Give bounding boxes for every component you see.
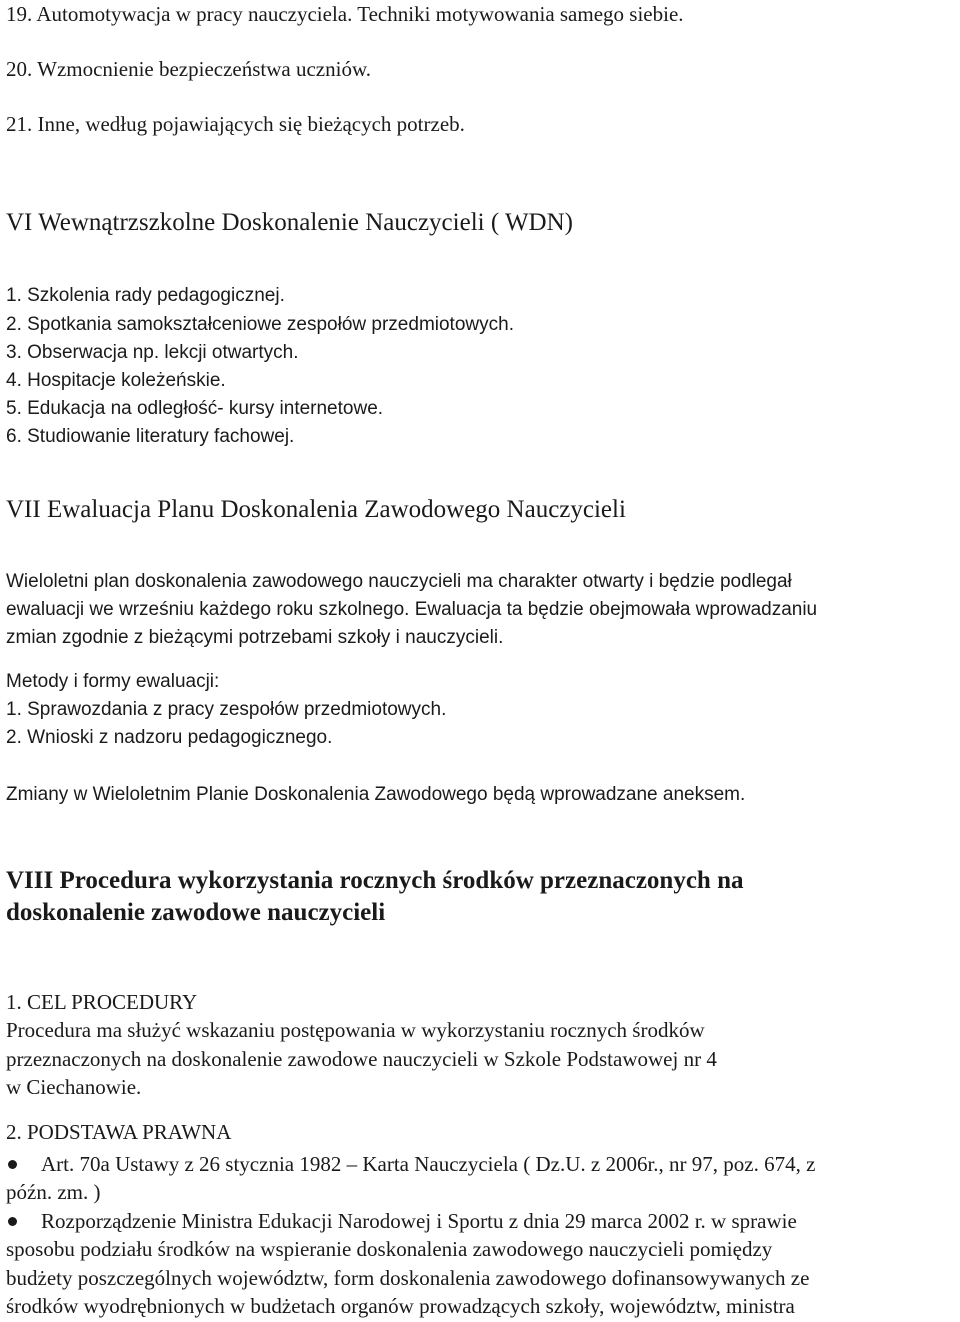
paragraph-line: Wieloletni plan doskonalenia zawodowego nauczycieli ma charakter otwarty i będzie podlegał bbox=[6, 571, 792, 592]
legal-basis-label: 2. PODSTAWA PRAWNA bbox=[6, 1120, 232, 1144]
wdn-item-2: 2. Spotkania samokształceniowe zespołów przedmiotowych. bbox=[6, 314, 514, 335]
legal-item-1-line: Art. 70a Ustawy z 26 stycznia 1982 – Karta Nauczyciela ( Dz.U. z 2006r., nr 97, poz. 674, z bbox=[41, 1152, 816, 1176]
wdn-item-4: 4. Hospitacje koleżeńskie. bbox=[6, 370, 226, 391]
legal-item-1-line: późn. zm. ) bbox=[6, 1180, 101, 1204]
bullet-icon bbox=[8, 1160, 17, 1169]
section-vi-heading: VI Wewnątrzszkolne Doskonalenie Nauczycieli ( WDN) bbox=[6, 209, 573, 236]
method-item-1: 1. Sprawozdania z pracy zespołów przedmiotowych. bbox=[6, 699, 447, 720]
section-viii-heading-line: VIII Procedura wykorzystania rocznych środków przeznaczonych na bbox=[6, 867, 744, 894]
section-viii-heading-line: doskonalenie zawodowe nauczycieli bbox=[6, 899, 386, 926]
goal-line: w Ciechanowie. bbox=[6, 1075, 142, 1099]
wdn-item-6: 6. Studiowanie literatury fachowej. bbox=[6, 426, 295, 447]
legal-item-2-line: środków wyodrębnionych w budżetach organów prowadzących szkoły, województw, ministra bbox=[6, 1294, 795, 1318]
goal-line: Procedura ma służyć wskazaniu postępowania w wykorzystaniu rocznych środków bbox=[6, 1018, 705, 1042]
bullet-icon bbox=[8, 1217, 17, 1226]
paragraph-line: ewaluacji we wrześniu każdego roku szkolnego. Ewaluacja ta będzie obejmowała wprowadzaniu bbox=[6, 599, 818, 620]
methods-label: Metody i formy ewaluacji: bbox=[6, 671, 220, 692]
legal-item-2-line: Rozporządzenie Ministra Edukacji Narodowej i Sportu z dnia 29 marca 2002 r. w sprawie bbox=[41, 1209, 797, 1233]
paragraph-line: zmian zgodnie z bieżącymi potrzebami szkoły i nauczycieli. bbox=[6, 627, 504, 648]
legal-item-2-line: sposobu podziału środków na wspieranie doskonalenia zawodowego nauczycieli pomiędzy bbox=[6, 1237, 773, 1261]
list-item-19: 19. Automotywacja w pracy nauczyciela. Techniki motywowania samego siebie. bbox=[6, 2, 684, 26]
goal-line: przeznaczonych na doskonalenie zawodowe nauczycieli w Szkole Podstawowej nr 4 bbox=[6, 1047, 717, 1071]
legal-item-2-line: budżety poszczególnych województw, form doskonalenia zawodowego dofinansowywanych ze bbox=[6, 1266, 810, 1290]
annex-note: Zmiany w Wieloletnim Planie Doskonalenia Zawodowego będą wprowadzane aneksem. bbox=[6, 784, 746, 805]
section-vii-heading: VII Ewaluacja Planu Doskonalenia Zawodowego Nauczycieli bbox=[6, 496, 626, 523]
wdn-item-5: 5. Edukacja na odległość- kursy internetowe. bbox=[6, 398, 384, 419]
wdn-item-1: 1. Szkolenia rady pedagogicznej. bbox=[6, 285, 285, 306]
list-item-21: 21. Inne, według pojawiających się bieżących potrzeb. bbox=[6, 112, 465, 136]
list-item-20: 20. Wzmocnienie bezpieczeństwa uczniów. bbox=[6, 57, 372, 81]
wdn-item-3: 3. Obserwacja np. lekcji otwartych. bbox=[6, 342, 299, 363]
method-item-2: 2. Wnioski z nadzoru pedagogicznego. bbox=[6, 727, 333, 748]
goal-label: 1. CEL PROCEDURY bbox=[6, 990, 198, 1014]
